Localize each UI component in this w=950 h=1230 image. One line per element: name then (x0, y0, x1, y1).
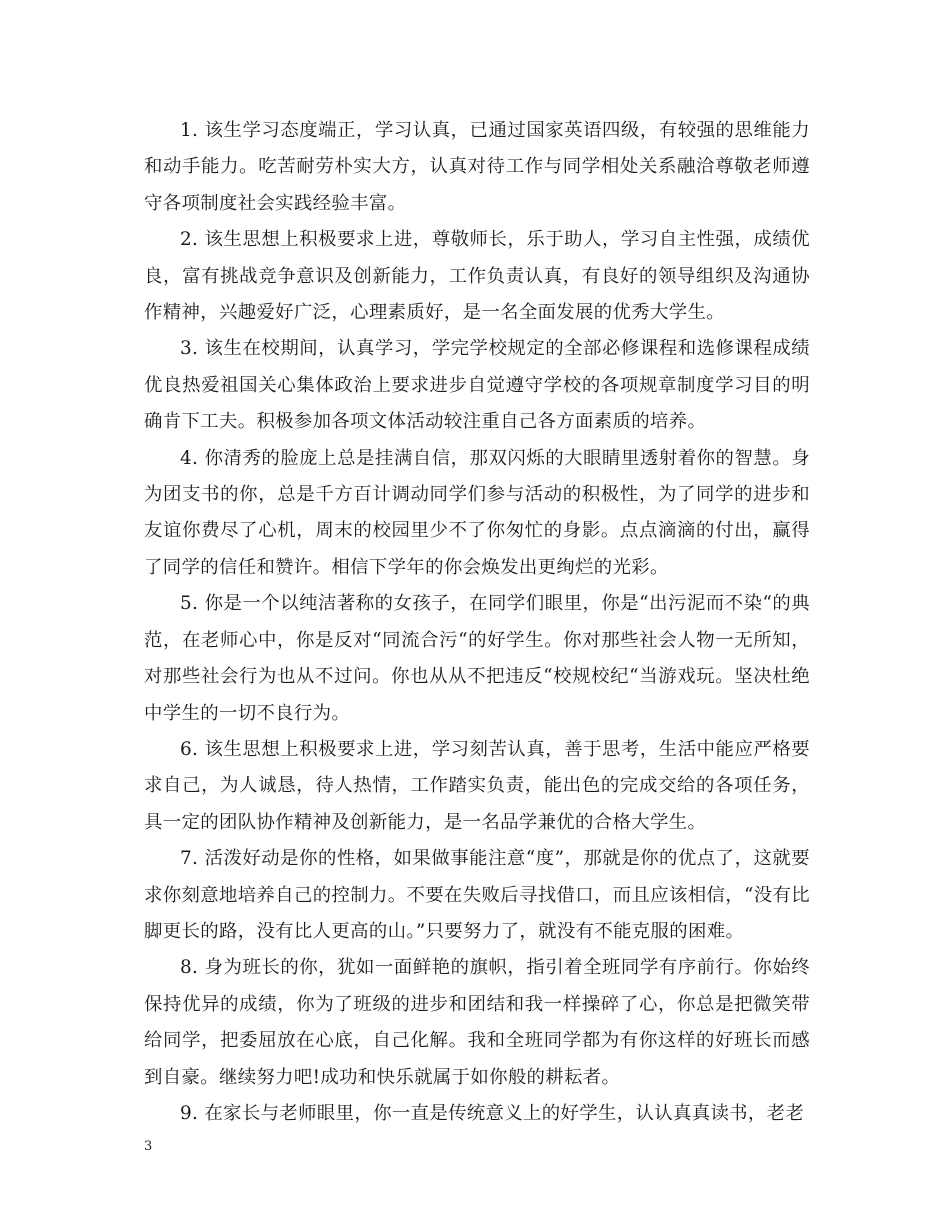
paragraph-3: 3. 该生在校期间，认真学习，学完学校规定的全部必修课程和选修课程成绩优良热爱祖国关心集体政治上要求进步自觉遵守学校的各项规章制度学习目的明确肯下工夫。积极参加各项文体活动较注重自己各方面素质的培养。 (144, 338, 810, 433)
paragraph-5: 5. 你是一个以纯洁著称的女孩子，在同学们眼里，你是“出污泥而不染“的典范，在老师心中，你是反对“同流合污“的好学生。你对那些社会人物一无所知，对那些社会行为也从不过问。你也从从不把违反“校规校纪“当游戏玩。坚决杜绝中学生的一切不良行为。 (144, 593, 810, 724)
paragraph-1: 1. 该生学习态度端正，学习认真，已通过国家英语四级，有较强的思维能力和动手能力。吃苦耐劳朴实大方，认真对待工作与同学相处关系融洽尊敬老师遵守各项制度社会实践经验丰富。 (144, 120, 810, 214)
page-number: 3 (144, 1139, 153, 1154)
paragraph-6: 6. 该生思想上积极要求上进，学习刻苦认真，善于思考，生活中能应严格要求自己，为人诚恳，待人热情，工作踏实负责，能出色的完成交给的各项任务，具一定的团队协作精神及创新能力，是一名品学兼优的合格大学生。 (144, 738, 810, 833)
paragraph-2: 2. 该生思想上积极要求上进，尊敬师长，乐于助人，学习自主性强，成绩优良，富有挑战竞争意识及创新能力，工作负责认真，有良好的领导组织及沟通协作精神，兴趣爱好广泛，心理素质好，是一名全面发展的优秀大学生。 (144, 229, 810, 324)
paragraph-9: 9. 在家长与老师眼里，你一直是传统意义上的好学生，认认真真读书，老老 (180, 1102, 805, 1124)
document-body (144, 113, 810, 1132)
paragraph-4: 4. 你清秀的脸庞上总是挂满自信，那双闪烁的大眼睛里透射着你的智慧。身为团支书的你，总是千方百计调动同学们参与活动的积极性，为了同学的进步和友谊你费尽了心机，周末的校园里少不了你匆忙的身影。点点滴滴的付出，赢得了同学的信任和赞许。相信下学年的你会焕发出更绚烂的光彩。 (144, 447, 810, 578)
paragraph-7: 7. 活泼好动是你的性格，如果做事能注意“度”，那就是你的优点了，这就要求你刻意地培养自己的控制力。不要在失败后寻找借口，而且应该相信，“没有比脚更长的路，没有比人更高的山。”只要努力了，就没有不能克服的困难。 (144, 848, 810, 942)
paragraph-8: 8. 身为班长的你，犹如一面鲜艳的旗帜，指引着全班同学有序前行。你始终保持优异的成绩，你为了班级的进步和团结和我一样操碎了心，你总是把微笑带给同学，把委屈放在心底，自己化解。我和全班同学都为有你这样的好班长而感到自豪。继续努力吧!成功和快乐就属于如你般的耕耘者。 (144, 957, 810, 1088)
